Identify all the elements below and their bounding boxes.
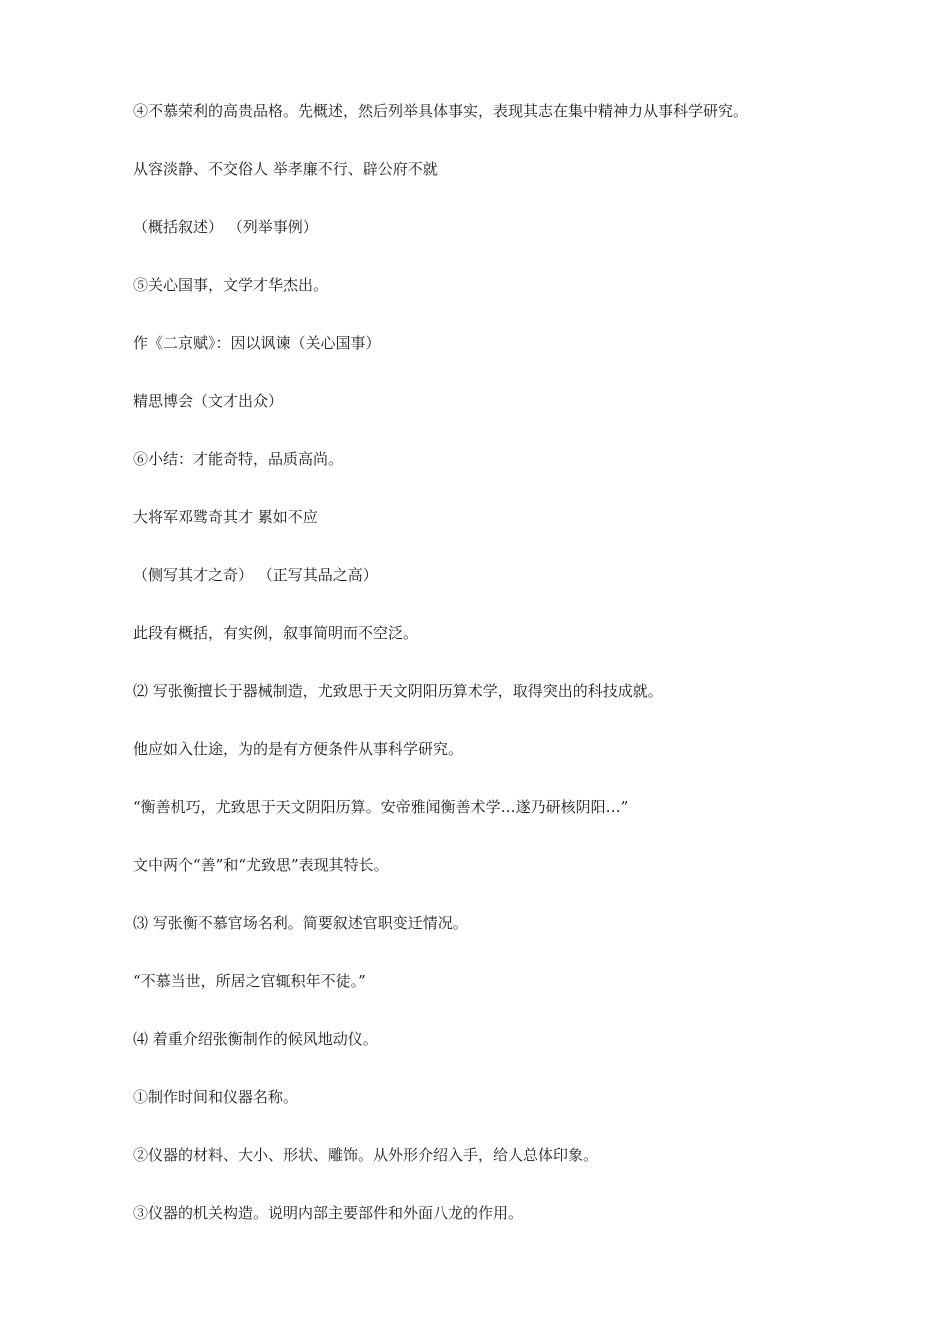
text-line: （概括叙述） （列举事例）	[133, 218, 318, 236]
text-line: ⑶ 写张衡不慕官场名利。简要叙述官职变迁情况。	[133, 914, 468, 932]
text-line: ①制作时间和仪器名称。	[133, 1088, 299, 1106]
text-line: ②仪器的材料、大小、形状、雕饰。从外形介绍入手，给人总体印象。	[133, 1146, 599, 1164]
text-line: （侧写其才之奇） （正写其品之高）	[133, 566, 378, 584]
text-line: ④不慕荣利的高贵品格。先概述，然后列举具体事实，表现其志在集中精神力从事科学研究。	[133, 102, 749, 120]
text-line: 作《二京赋》：因以讽谏（关心国事）	[133, 334, 381, 352]
text-line: “衡善机巧，尤致思于天文阴阳历算。安帝雅闻衡善术学…遂乃研核阴阳…”	[133, 798, 629, 816]
text-line: 他应如入仕途，为的是有方便条件从事科学研究。	[133, 740, 464, 758]
text-line: ⑥小结：才能奇特，品质高尚。	[133, 450, 344, 468]
text-line: 文中两个“善”和“尤致思”表现其特长。	[133, 856, 389, 874]
text-line: ⑵ 写张衡擅长于器械制造，尤致思于天文阴阳历算术学，取得突出的科技成就。	[133, 682, 663, 700]
text-line: ⑤关心国事，文学才华杰出。	[133, 276, 329, 294]
text-line: 此段有概括，有实例，叙事简明而不空泛。	[133, 624, 419, 642]
text-line: 从容淡静、不交俗人 举孝廉不行、辟公府不就	[133, 160, 438, 178]
text-line: ⑷ 着重介绍张衡制作的候风地动仪。	[133, 1030, 378, 1048]
text-line: 大将军邓骘奇其才 累如不应	[133, 508, 318, 526]
text-line: 精思博会（文才出众）	[133, 392, 284, 410]
text-line: “不慕当世，所居之官辄积年不徒。”	[133, 972, 366, 990]
text-line: ③仪器的机关构造。说明内部主要部件和外面八龙的作用。	[133, 1204, 524, 1222]
